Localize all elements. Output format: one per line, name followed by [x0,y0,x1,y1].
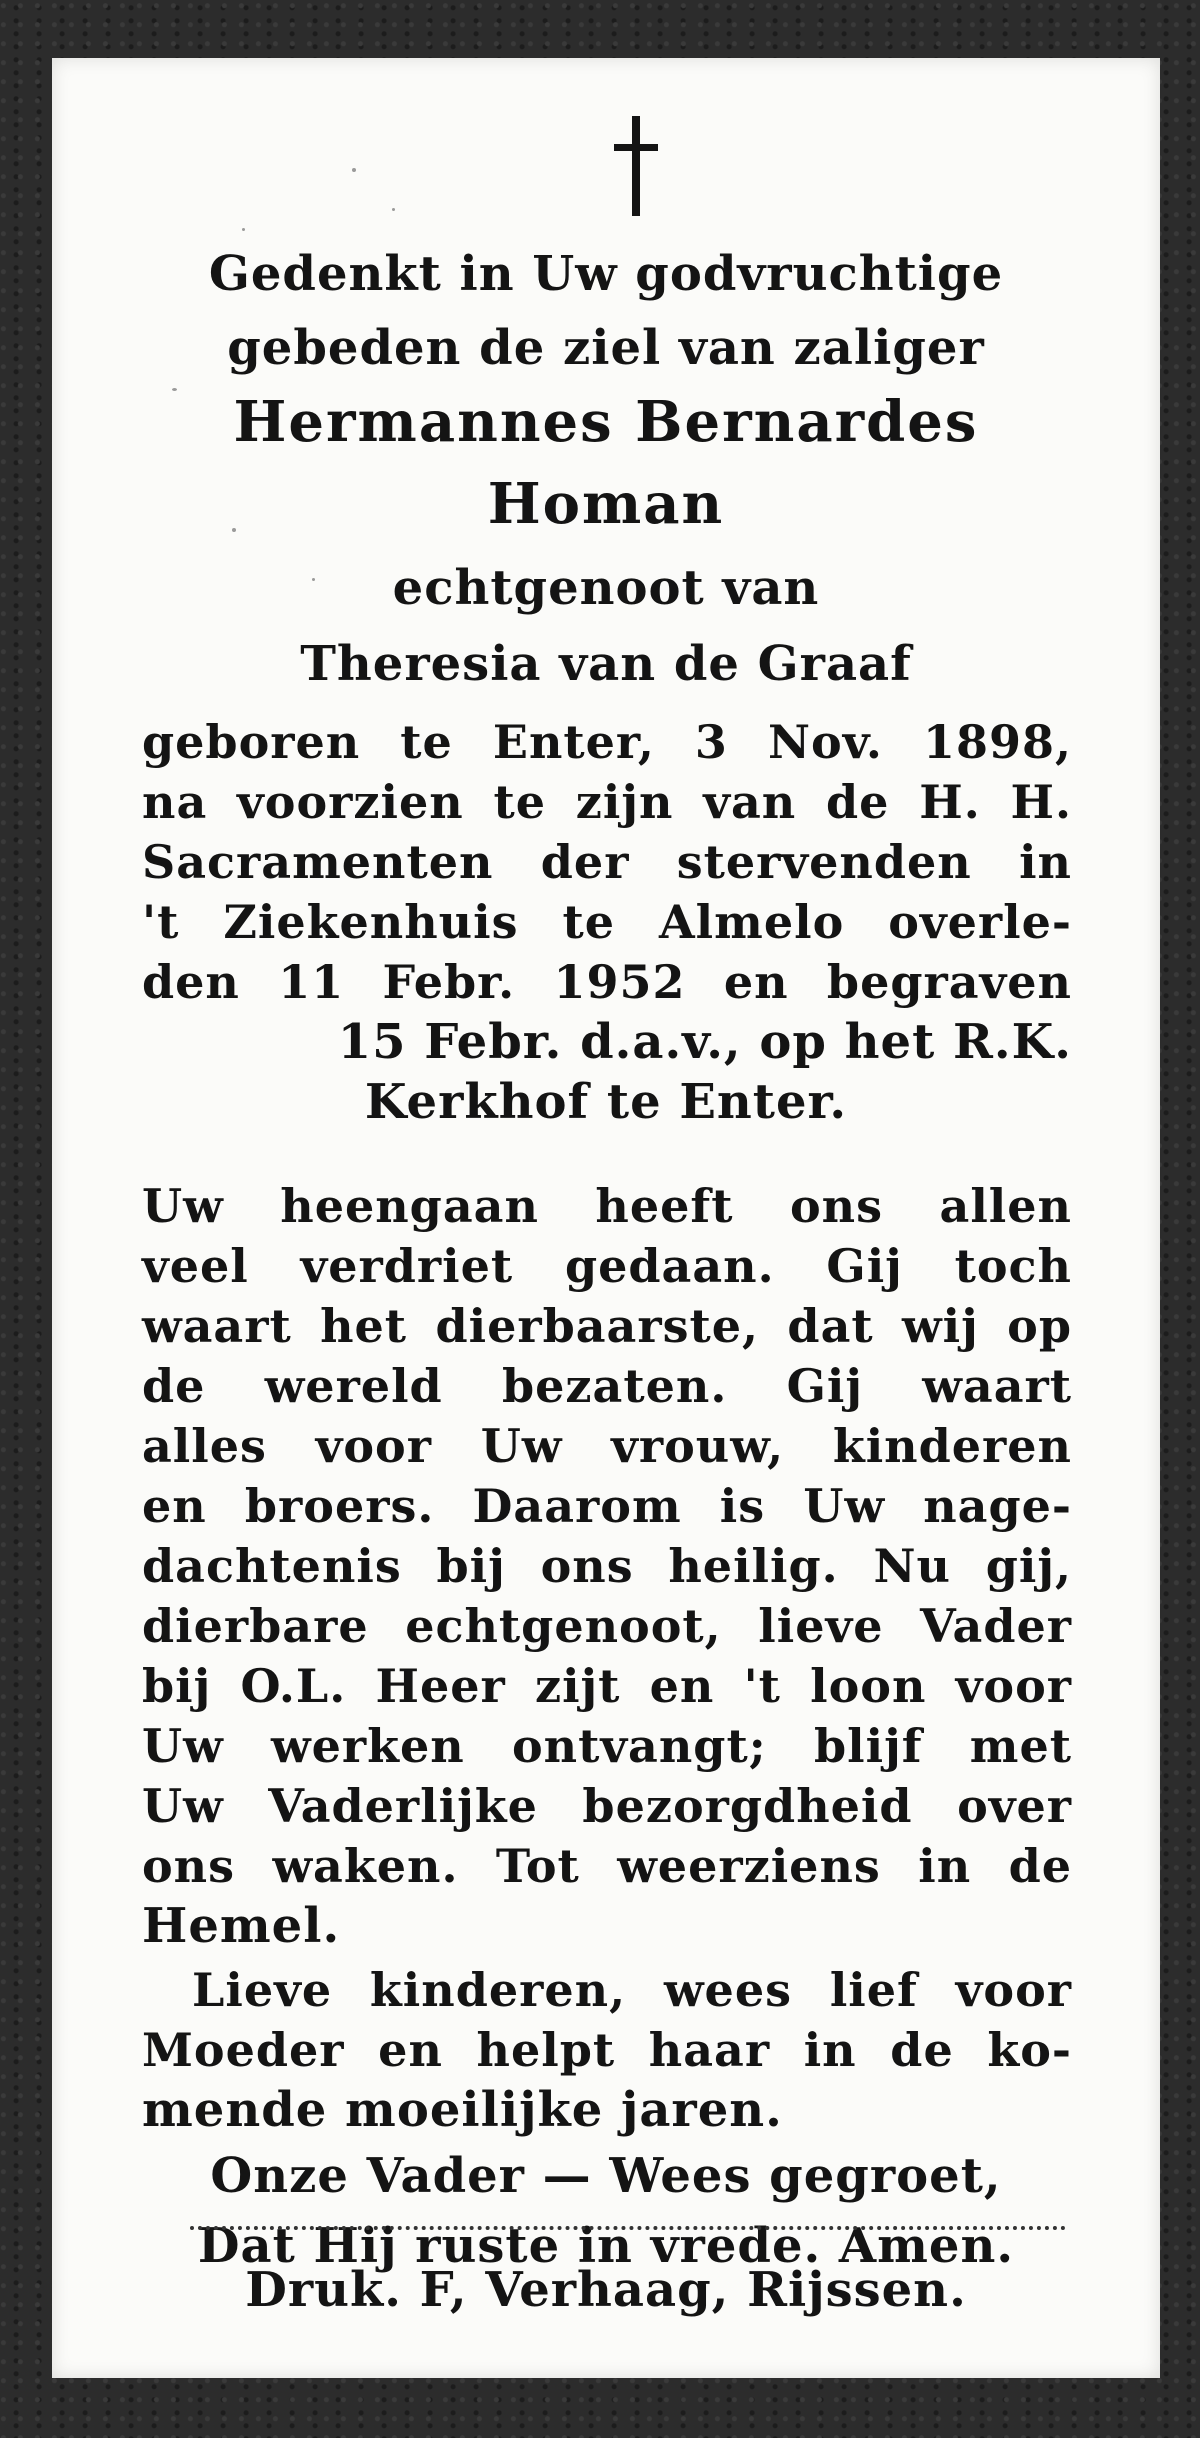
message-line: waart het dierbaarste, dat wij op [142,1299,1072,1353]
message-line: Uw werken ontvangt; blijf met [142,1719,1072,1773]
prayer-line-1: Onze Vader — Wees gegroet, [210,2148,1002,2204]
message-line: alles voor Uw vrouw, kinderen [142,1419,1072,1473]
biography-line: na voorzien te zijn van de H. H. [142,775,1072,829]
message-line: bij O.L. Heer zijt en 't loon voor [142,1659,1072,1713]
children-line: mende moeilijke jaren. [142,2082,783,2138]
children-line: Lieve kinderen, wees lief voor [192,1963,1072,2017]
print-speck [312,578,315,581]
biography-line: Sacramenten der stervenden in [142,835,1072,889]
biography-line: Kerkhof te Enter. [364,1074,848,1130]
message-line: dachtenis bij ons heilig. Nu gij, [142,1539,1072,1593]
print-speck [242,228,245,231]
print-speck [352,168,356,172]
header-line-2: gebeden de ziel van zaliger [227,320,985,376]
biography-line: 't Ziekenhuis te Almelo overle- [142,895,1072,949]
message-line: Hemel. [142,1898,341,1954]
header-line-1: Gedenkt in Uw godvruchtige [208,246,1004,302]
print-speck [232,528,236,532]
spouse-name: Theresia van de Graaf [300,636,912,692]
deceased-name-line-1: Hermannes Bernardes [233,389,979,455]
message-line: en broers. Daarom is Uw nage- [142,1479,1072,1533]
message-line: Uw Vaderlijke bezorgdheid over [142,1779,1072,1833]
message-line: dierbare echtgenoot, lieve Vader [142,1599,1072,1653]
prayer-line-2: Dat Hij ruste in vrede. Amen. [197,2218,1015,2274]
print-speck [392,208,395,211]
spouse-intro: echtgenoot van [392,560,820,616]
memorial-card [52,58,1160,2378]
biography-line: geboren te Enter, 3 Nov. 1898, [142,715,1072,769]
biography-line: den 11 Febr. 1952 en begraven [142,955,1072,1009]
message-line: Uw heengaan heeft ons allen [142,1179,1072,1233]
children-line: Moeder en helpt haar in de ko- [142,2023,1072,2077]
biography-line: 15 Febr. d.a.v., op het R.K. [337,1014,1072,1070]
print-speck [172,388,177,391]
cross-icon [606,116,666,226]
message-line: veel verdriet gedaan. Gij toch [142,1239,1072,1293]
message-line: de wereld bezaten. Gij waart [142,1359,1072,1413]
message-line: ons waken. Tot weerziens in de [142,1839,1072,1893]
deceased-name-line-2: Homan [487,471,725,537]
divider [190,2226,1066,2230]
printer-credit: Druk. F, Verhaag, Rijssen. [245,2262,967,2318]
